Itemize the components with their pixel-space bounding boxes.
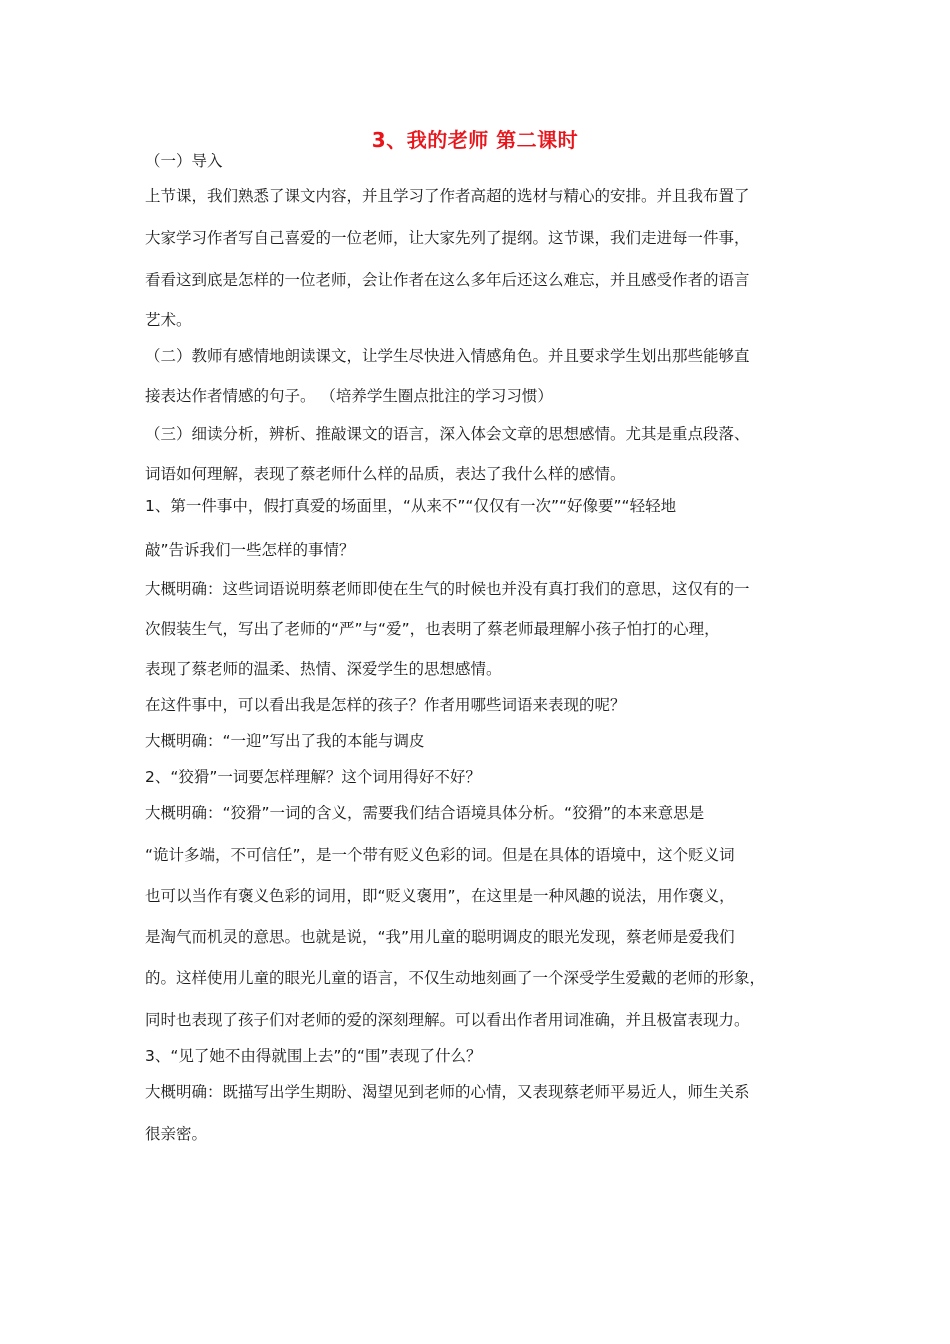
paragraph-line: 艺术。 [145,311,192,329]
answer-line: 大概明确：“一迎”写出了我的本能与调皮 [145,732,425,750]
answer-line: “诡计多端，不可信任”，是一个带有贬义色彩的词。但是在具体的语境中，这个贬义词 [145,846,735,864]
question-1: 1、第一件事中，假打真爱的场面里，“从来不”“仅仅有一次”“好像要”“轻轻地 [145,497,677,515]
paragraph-line: 词语如何理解，表现了蔡老师什么样的品质，表达了我什么样的感情。 [145,465,626,483]
answer-line: 大概明确：既描写出学生期盼、渴望见到老师的心情，又表现蔡老师平易近人，师生关系 [145,1083,750,1101]
section-heading-analysis: （三）细读分析，辨析、推敲课文的语言，深入体会文章的思想感情。尤其是重点段落、 [145,425,750,443]
section-heading-reading: （二）教师有感情地朗读课文，让学生尽快进入情感角色。并且要求学生划出那些能够直 [145,347,750,365]
paragraph-line: 接表达作者情感的句子。 （培养学生圈点批注的学习习惯） [145,387,553,405]
answer-line: 是淘气而机灵的意思。也就是说，“我”用儿童的聪明调皮的眼光发现，蔡老师是爱我们 [145,928,735,946]
section-heading-intro: （一）导入 [145,152,223,170]
paragraph-line: 上节课，我们熟悉了课文内容，并且学习了作者高超的选材与精心的安排。并且我布置了 [145,187,750,205]
answer-line: 的。这样使用儿童的眼光儿童的语言，不仅生动地刻画了一个深受学生爱戴的老师的形象， [145,969,766,987]
answer-line: 表现了蔡老师的温柔、热情、深爱学生的思想感情。 [145,660,502,678]
paragraph-line: 大家学习作者写自己喜爱的一位老师，让大家先列了提纲。这节课，我们走进每一件事， [145,229,750,247]
question-3: 3、“见了她不由得就围上去”的“围”表现了什么？ [145,1047,482,1065]
answer-line: 也可以当作有褒义色彩的词用，即“贬义褒用”，在这里是一种风趣的说法，用作褒义， [145,887,735,905]
paragraph-line: 敲”告诉我们一些怎样的事情？ [145,541,355,559]
answer-line: 大概明确：这些词语说明蔡老师即使在生气的时候也并没有真打我们的意思，这仅有的一 [145,580,750,598]
answer-line: 同时也表现了孩子们对老师的爱的深刻理解。可以看出作者用词准确，并且极富表现力。 [145,1011,750,1029]
paragraph-line: 看看这到底是怎样的一位老师，会让作者在这么多年后还这么难忘，并且感受作者的语言 [145,271,750,289]
document-title: 3、我的老师 第二课时 [371,128,579,152]
answer-line: 大概明确：“狡猾”一词的含义，需要我们结合语境具体分析。“狡猾”的本来意思是 [145,804,705,822]
answer-line: 次假装生气，写出了老师的“严”与“爱”，也表明了蔡老师最理解小孩子怕打的心理， [145,620,720,638]
answer-line: 很亲密。 [145,1125,208,1143]
question-line: 在这件事中，可以看出我是怎样的孩子？作者用哪些词语来表现的呢？ [145,696,626,714]
question-2: 2、“狡猾”一词要怎样理解？这个词用得好不好？ [145,768,481,786]
